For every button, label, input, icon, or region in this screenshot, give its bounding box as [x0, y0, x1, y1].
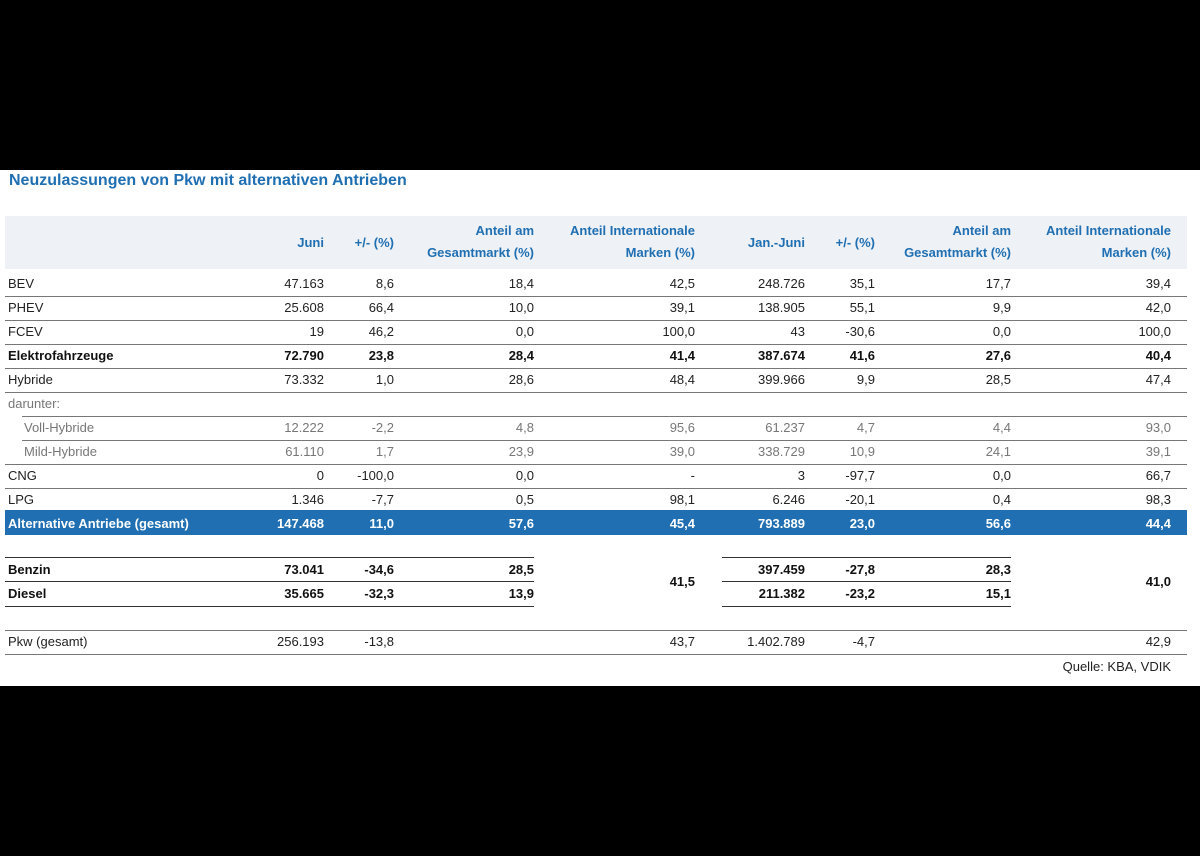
row-cell: 44,4	[1145, 516, 1171, 531]
row-cell: 66,4	[368, 300, 394, 315]
row-cell: 0,4	[992, 492, 1011, 507]
row-cell: 399.966	[758, 372, 805, 387]
fuel-cell: 35.665	[284, 586, 324, 601]
row-cell: 6.246	[772, 492, 805, 507]
row-cell: 793.889	[758, 516, 805, 531]
row-label: Voll-Hybride	[24, 420, 95, 435]
header-anteil-juni: Anteil am Gesamtmarkt (%)	[427, 223, 534, 260]
row-cell: 4,7	[856, 420, 875, 435]
fuel-top-line	[5, 557, 534, 558]
row-cell: 18,4	[508, 276, 534, 291]
row-divider	[22, 416, 1187, 417]
row-cell: 0,0	[515, 324, 534, 339]
row-cell: 24,1	[985, 444, 1011, 459]
row-cell: 28,6	[508, 372, 534, 387]
row-divider	[5, 296, 1187, 297]
row-cell: 39,1	[1145, 444, 1171, 459]
table-title: Neuzulassungen von Pkw mit alternativen Antrieben	[9, 172, 407, 189]
row-cell: 0,5	[515, 492, 534, 507]
row-cell: 19	[309, 324, 324, 339]
row-cell: 4,8	[515, 420, 534, 435]
row-divider	[5, 344, 1187, 345]
row-cell: 56,6	[985, 516, 1011, 531]
row-cell: 35,1	[849, 276, 875, 291]
fuel-cell: 211.382	[758, 586, 805, 601]
total-top-line	[5, 630, 1187, 631]
row-divider	[5, 368, 1187, 369]
row-cell: 61.237	[765, 420, 805, 435]
row-cell: -20,1	[845, 492, 875, 507]
table-sheet	[0, 170, 1200, 686]
row-label: PHEV	[8, 300, 44, 315]
row-cell: 3	[797, 468, 805, 483]
row-cell: 11,0	[369, 516, 394, 531]
row-cell: 387.674	[758, 348, 805, 363]
header-janjuni: Jan.-Juni	[747, 235, 805, 250]
row-cell: 147.468	[277, 516, 324, 531]
total-cell: 256.193	[277, 634, 324, 649]
fuel-cell: -32,3	[364, 586, 394, 601]
row-cell: 73.332	[284, 372, 324, 387]
row-cell: 40,4	[1145, 348, 1171, 363]
row-cell: 98,3	[1145, 492, 1171, 507]
row-cell: -	[690, 468, 695, 483]
row-label: Mild-Hybride	[24, 444, 97, 459]
row-cell: 0,0	[992, 468, 1011, 483]
row-cell: 28,4	[508, 348, 534, 363]
row-cell: -7,7	[371, 492, 394, 507]
row-cell: -97,7	[845, 468, 875, 483]
fuel-cell: 73.041	[284, 562, 324, 577]
fuel-cell: -23,2	[845, 586, 875, 601]
row-label: LPG	[8, 492, 35, 507]
fuel-label: Benzin	[8, 562, 51, 577]
row-cell: 47.163	[284, 276, 324, 291]
header-intl-juni: Anteil Internationale Marken (%)	[570, 223, 695, 260]
fuel-top-line	[722, 557, 1011, 558]
row-label: CNG	[8, 468, 37, 483]
row-cell: 95,6	[669, 420, 695, 435]
row-cell: 28,5	[985, 372, 1011, 387]
row-cell: 1,0	[375, 372, 394, 387]
row-cell: 23,9	[508, 444, 534, 459]
row-cell: 10,0	[508, 300, 534, 315]
row-cell: -2,2	[371, 420, 394, 435]
total-cell: 42,9	[1145, 634, 1171, 649]
row-cell: 1.346	[291, 492, 324, 507]
row-cell: 100,0	[1138, 324, 1171, 339]
row-cell: 138.905	[758, 300, 805, 315]
total-cell: -4,7	[852, 634, 875, 649]
row-cell: 39,0	[669, 444, 695, 459]
row-cell: 93,0	[1145, 420, 1171, 435]
row-label: BEV	[8, 276, 35, 291]
row-cell: 42,0	[1145, 300, 1171, 315]
fuel-bottom-line	[722, 606, 1011, 607]
row-cell: -30,6	[845, 324, 875, 339]
row-cell: 39,1	[669, 300, 695, 315]
row-cell: 41,4	[669, 348, 695, 363]
row-cell: 17,7	[985, 276, 1011, 291]
row-cell: 12.222	[284, 420, 324, 435]
fuel-label: Diesel	[8, 586, 47, 601]
row-cell: 25.608	[284, 300, 324, 315]
row-cell: 8,6	[375, 276, 394, 291]
fuel-cell: 28,5	[508, 562, 534, 577]
row-divider	[5, 320, 1187, 321]
row-divider	[5, 464, 1187, 465]
total-cell: 1.402.789	[747, 634, 805, 649]
row-cell: 9,9	[856, 372, 875, 387]
row-cell: 248.726	[758, 276, 805, 291]
fuel-mid-line	[5, 581, 534, 582]
total-cell: -13,8	[364, 634, 394, 649]
fuel-mid-line	[722, 581, 1011, 582]
header-change-juni: +/- (%)	[354, 235, 394, 250]
fuel-bottom-line	[5, 606, 534, 607]
row-cell: 45,4	[669, 516, 695, 531]
row-cell: 0,0	[515, 468, 534, 483]
row-label: Hybride	[8, 372, 53, 387]
row-divider	[5, 392, 1187, 393]
row-label: darunter:	[8, 396, 61, 411]
row-cell: 1,7	[375, 444, 394, 459]
row-cell: 4,4	[992, 420, 1011, 435]
row-cell: 0	[316, 468, 324, 483]
row-cell: 72.790	[284, 348, 324, 363]
row-cell: 48,4	[669, 372, 695, 387]
row-cell: 61.110	[285, 444, 324, 459]
row-cell: 41,6	[849, 348, 875, 363]
total-cell: 43,7	[669, 634, 695, 649]
fuel-intl-juni: 41,5	[669, 574, 695, 589]
row-cell: -100,0	[357, 468, 394, 483]
row-label: FCEV	[8, 324, 43, 339]
fuel-cell: -27,8	[845, 562, 875, 577]
row-cell: 66,7	[1145, 468, 1171, 483]
row-divider	[5, 488, 1187, 489]
row-cell: 338.729	[758, 444, 805, 459]
row-cell: 23,0	[849, 516, 875, 531]
row-cell: 57,6	[508, 516, 534, 531]
row-label: Elektrofahrzeuge	[8, 348, 114, 363]
header-intl-jan: Anteil Internationale Marken (%)	[1046, 223, 1171, 260]
header-juni: Juni	[297, 235, 324, 250]
row-cell: 46,2	[368, 324, 394, 339]
header-change-jan: +/- (%)	[835, 235, 875, 250]
row-cell: 47,4	[1145, 372, 1171, 387]
fuel-intl-jan: 41,0	[1145, 574, 1171, 589]
row-cell: 0,0	[992, 324, 1011, 339]
row-cell: 98,1	[669, 492, 695, 507]
row-cell: 10,9	[849, 444, 875, 459]
total-bottom-line	[5, 654, 1187, 655]
fuel-cell: -34,6	[364, 562, 394, 577]
row-label: Alternative Antriebe (gesamt)	[8, 516, 189, 531]
fuel-cell: 28,3	[985, 562, 1011, 577]
fuel-cell: 13,9	[508, 586, 534, 601]
source-note: Quelle: KBA, VDIK	[1062, 659, 1171, 674]
row-cell: 55,1	[849, 300, 875, 315]
row-cell: 39,4	[1145, 276, 1171, 291]
row-divider	[22, 440, 1187, 441]
total-label: Pkw (gesamt)	[8, 634, 88, 649]
row-cell: 42,5	[669, 276, 695, 291]
row-cell: 23,8	[368, 348, 394, 363]
row-cell: 27,6	[985, 348, 1011, 363]
header-anteil-jan: Anteil am Gesamtmarkt (%)	[904, 223, 1011, 260]
row-cell: 100,0	[662, 324, 695, 339]
row-cell: 9,9	[992, 300, 1011, 315]
fuel-cell: 397.459	[758, 562, 805, 577]
row-cell: 43	[790, 324, 805, 339]
fuel-cell: 15,1	[985, 586, 1011, 601]
